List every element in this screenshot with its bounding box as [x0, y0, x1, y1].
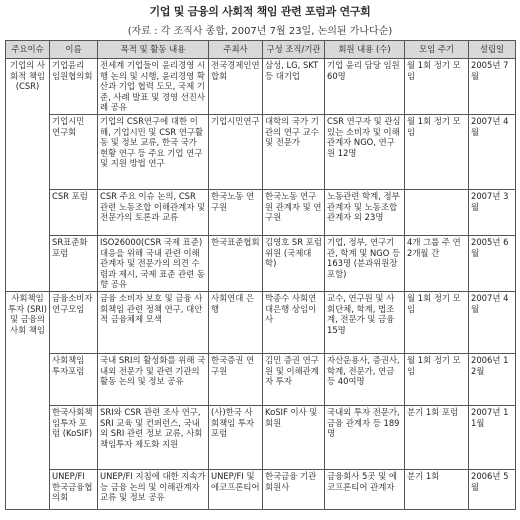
forum-membership: 기업 윤리 담당 임원 60명 [325, 59, 405, 115]
forum-name: 사회책임 투자포럼 [50, 353, 98, 405]
table-row [6, 189, 516, 235]
forum-membership: 금융회사 5곳 및 에코프론티어 관계자 [325, 469, 405, 509]
column-header-cycle: 모임 주기 [405, 41, 469, 59]
forum-members: 한국금융 기관 회원사 [263, 469, 325, 509]
forum-purpose: ISO26000(CSR 국제 표준) 대응을 위해 국내 관련 이해관계자 및 전문가의 의견 수렴과 제시, 국제 표준 관련 동향 공유 [98, 235, 209, 291]
forum-purpose: CSR 주요 이슈 논의, CSR 관련 노동조합 이해관계자 및 전문가의 토론과 교류 [98, 189, 209, 235]
forum-founded: 2007년 4월 [469, 114, 516, 189]
forum-cycle [405, 189, 469, 235]
forum-host: 한국증권 연구원 [209, 353, 263, 405]
forum-founded: 2006년 5월 [469, 469, 516, 509]
forum-name: 기업시민 연구회 [50, 114, 98, 189]
column-header-members: 구성 조직/기관 [263, 41, 325, 59]
forum-host: (사)한국 사회책임 투자포럼 [209, 405, 263, 469]
table-row [6, 291, 516, 353]
forum-members: 박종수 사회연대은행 상임이사 [263, 291, 325, 353]
forum-name: UNEP/FI 한국금융협의회 [50, 469, 98, 509]
column-header-founded: 설립일 [469, 41, 516, 59]
column-header-purpose: 목적 및 활동 내용 [98, 41, 209, 59]
forum-members: 대학의 국가 기관의 연구 교수 및 전문가 [263, 114, 325, 189]
forum-members: 김민 증권 연구원 및 이해관계자 투자 [263, 353, 325, 405]
forum-purpose: UNEP/FI 지침에 대한 지속가능 금융 논의 및 이해관계자 교류 및 정보 공유 [98, 469, 209, 509]
column-header-host: 주최사 [209, 41, 263, 59]
document-title: 기업 및 금융의 사회적 책임 관련 포럼과 연구회 [149, 5, 371, 18]
column-header-name: 이름 [50, 41, 98, 59]
forum-founded: 2007년 3월 [469, 189, 516, 235]
forum-membership: 자산운용사, 증권사, 학계, 전문가, 연금 등 40여명 [325, 353, 405, 405]
forum-founded: 2005년 7월 [469, 59, 516, 115]
table-row [6, 114, 516, 189]
forum-membership: CSR 연구자 및 관심 있는 소비자 및 이해관계자 NGO, 연구원 12명 [325, 114, 405, 189]
document-subtitle: (자료 : 각 조직사 종합, 2007년 7월 23일, 논의된 가나다순) [127, 26, 393, 37]
forum-membership: 교수, 연구원 및 사회단체, 학계, 법조계, 전문가 및 금융 15명 [325, 291, 405, 353]
forum-name: CSR 포럼 [50, 189, 98, 235]
forum-table [5, 40, 516, 510]
forum-cycle: 월 1회 정기 모임 [405, 114, 469, 189]
issue-cell-sri: 사회책임 투자 (SRI) 및 금융의 사회 책임 [6, 291, 50, 509]
table-row [6, 353, 516, 405]
forum-cycle: 월 1회 정기 모임 [405, 291, 469, 353]
forum-founded: 2007년 4월 [469, 291, 516, 353]
forum-name: 금융소비자 연구모임 [50, 291, 98, 353]
forum-members: 한국노동 연구원 관계자 및 연구원 [263, 189, 325, 235]
forum-members: 김영호 SR 포럼 위원 (국제대 학) [263, 235, 325, 291]
forum-membership: 국내외 투자 전문가, 금융 관계자 등 189명 [325, 405, 405, 469]
table-row [6, 405, 516, 469]
column-header-issue: 주요이슈 [6, 41, 50, 59]
forum-founded: 2006년 12월 [469, 353, 516, 405]
forum-founded: 2005년 6월 [469, 235, 516, 291]
forum-purpose: SRI와 CSR 관련 조사 연구, SRI 교육 및 컨퍼런스, 국내외 SRI 관련 정보 교류, 사회책임투자 제도화 지원 [98, 405, 209, 469]
forum-host: 사회연대 은행 [209, 291, 263, 353]
forum-cycle: 월 1회 정기 모임 [405, 353, 469, 405]
forum-name: 한국사회책임투자 포럼 (KoSIF) [50, 405, 98, 469]
table-row [6, 469, 516, 509]
forum-purpose: 국내 SRI의 활성화를 위해 국내외 전문가 및 관련 기관의 활동 논의 및 정보 공유 [98, 353, 209, 405]
forum-host: 기업시민연구 [209, 114, 263, 189]
forum-purpose: 기업의 CSR연구에 대한 이해, 기업시민 및 CSR 연구활동 및 정보 교류, 한국 국가 현황 연구 등 주요 기업 연구 및 지원 방법 연구 [98, 114, 209, 189]
column-header-membership: 회원 내용 (수) [325, 41, 405, 59]
header-row [6, 41, 516, 59]
forum-members: 삼성, LG, SKT 등 대기업 [263, 59, 325, 115]
issue-cell-csr: 기업의 사회적 책임 (CSR) [6, 59, 50, 292]
forum-name: SR표준화포럼 [50, 235, 98, 291]
forum-cycle: 분기 1회 포럼 [405, 405, 469, 469]
table-row [6, 59, 516, 115]
forum-host: 전국경제인연합회 [209, 59, 263, 115]
forum-membership: 기업, 정부, 연구기관, 학계 및 NGO 등 163명 (분과위원장 포함) [325, 235, 405, 291]
forum-founded: 2007년 11월 [469, 405, 516, 469]
forum-host: 한국표준협회 [209, 235, 263, 291]
forum-members: KoSIF 이사 및 회원 [263, 405, 325, 469]
forum-cycle: 4개 그룹 주 연 2개월 간 [405, 235, 469, 291]
forum-membership: 노동관련 학계, 정부 관계자 및 노동조합 관계자 외 23명 [325, 189, 405, 235]
table-row [6, 235, 516, 291]
forum-purpose: 전세계 기업들이 윤리경영 시행 논의 및 시행, 윤리경영 확산과 기업 협력 도모, 국제 기준, 사례 발표 및 경영 선진사례 공유 [98, 59, 209, 115]
forum-name: 기업윤리 임원협의회 [50, 59, 98, 115]
forum-purpose: 금융 소비자 보호 및 금융 사회책임 관련 정책 연구, 대안적 금융체제 모색 [98, 291, 209, 353]
forum-cycle: 월 1회 정기 모임 [405, 59, 469, 115]
forum-cycle: 분기 1회 [405, 469, 469, 509]
forum-host: 한국노동 연구원 [209, 189, 263, 235]
forum-host: UNEP/FI 및 에코프론티어 [209, 469, 263, 509]
